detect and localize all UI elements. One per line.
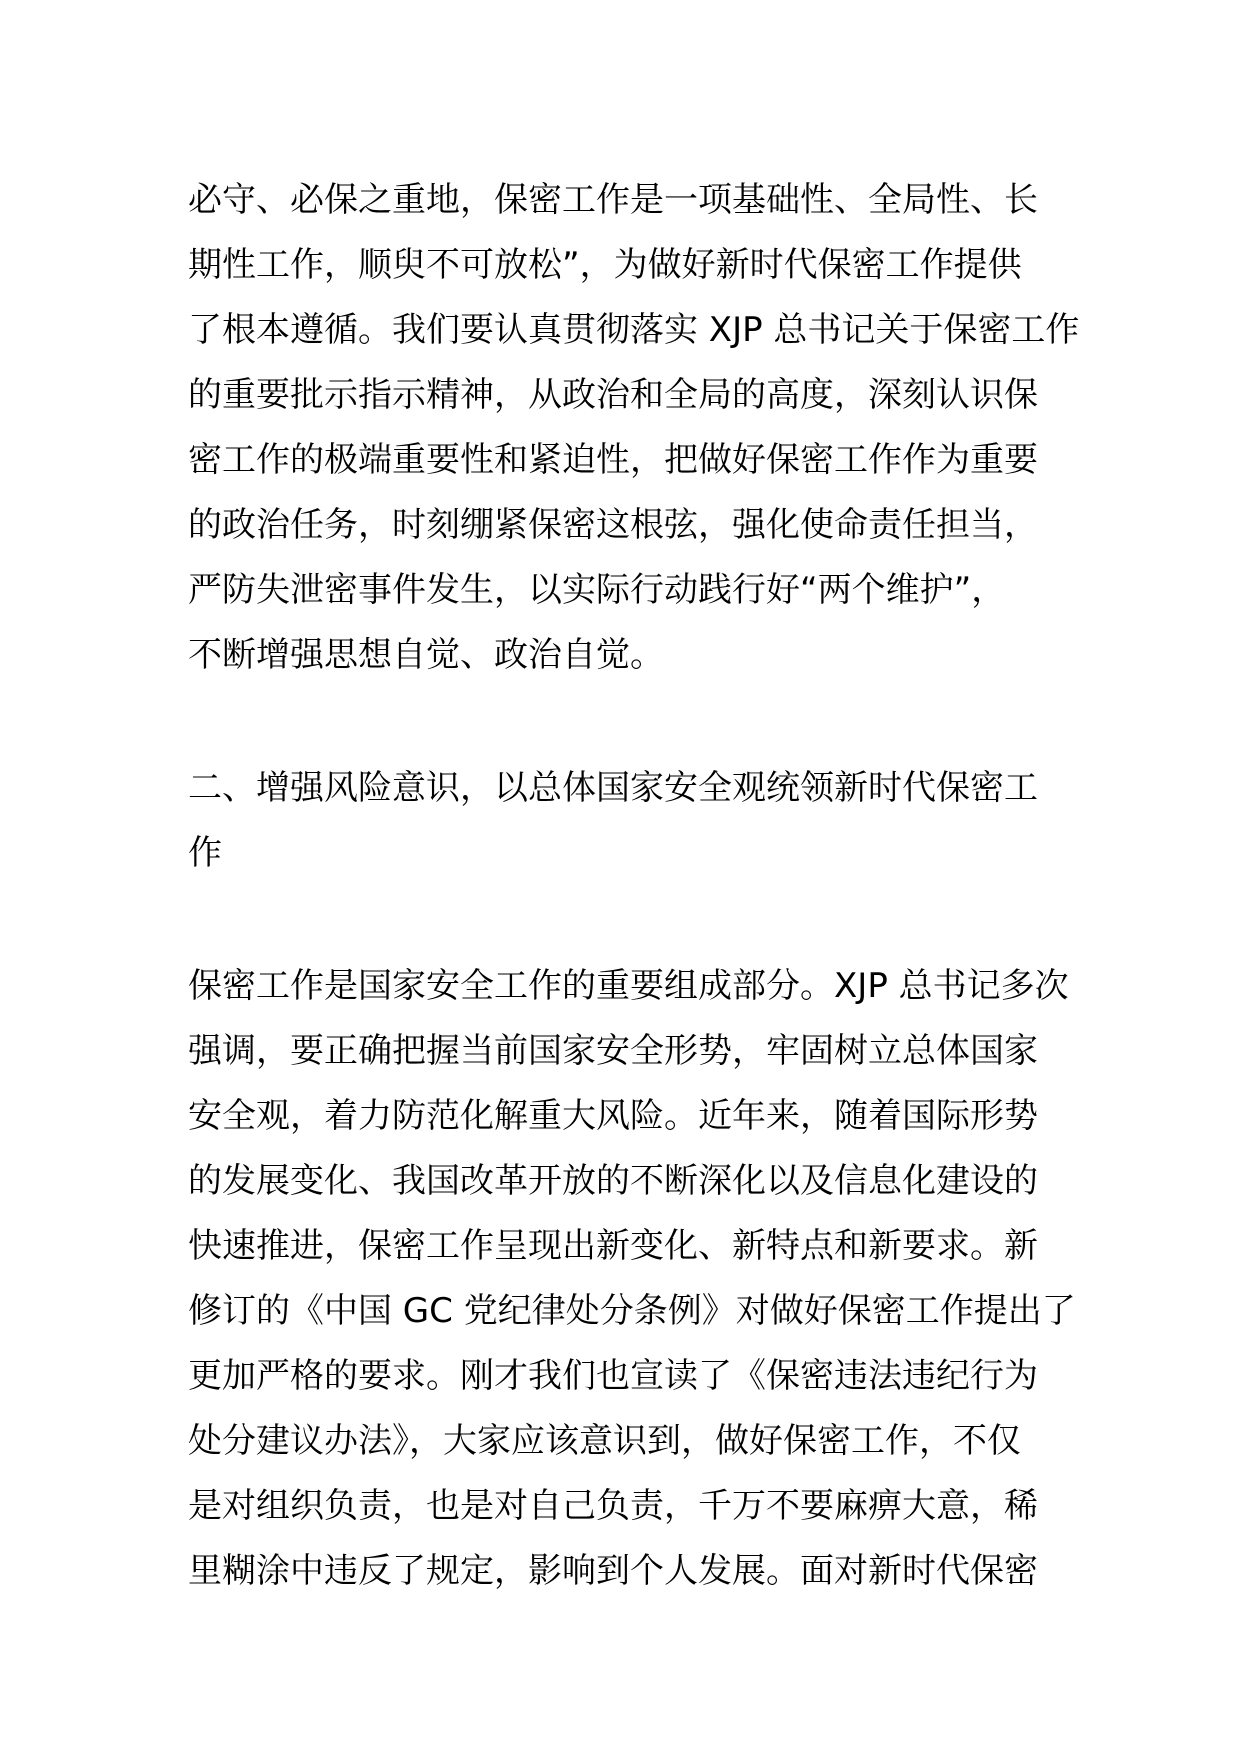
- paragraph-spacer: [188, 688, 1052, 756]
- section-heading: [188, 756, 1052, 886]
- text-line: 的政治任务，时刻绷紧保密这根弦，强化使命责任担当，: [188, 505, 1038, 545]
- text-line: 期性工作，顺臾不可放松”，为做好新时代保密工作提供: [188, 245, 1022, 285]
- paragraph-spacer: [188, 886, 1052, 954]
- text-line: 安全观，着力防范化解重大风险。近年来，随着国际形势: [188, 1096, 1038, 1136]
- text-line: 处分建议办法》，大家应该意识到，做好保密工作，不仅: [188, 1421, 1021, 1461]
- paragraph-continuation: [188, 168, 1080, 688]
- heading-line: 作: [188, 833, 222, 873]
- text-line: 不断增强思想自觉、政治自觉。: [188, 635, 664, 675]
- text-line: 保密工作是国家安全工作的重要组成部分。XJP 总书记多次: [188, 966, 1069, 1006]
- document-body: [188, 168, 1080, 1604]
- text-line: 里糊涂中违反了规定，影响到个人发展。面对新时代保密: [188, 1551, 1038, 1591]
- heading-line: 二、增强风险意识，以总体国家安全观统领新时代保密工: [188, 768, 1038, 808]
- text-line: 的发展变化、我国改革开放的不断深化以及信息化建设的: [188, 1161, 1038, 1201]
- text-line: 严防失泄密事件发生，以实际行动践行好“两个维护”，: [188, 570, 1006, 610]
- text-line: 必守、必保之重地，保密工作是一项基础性、全局性、长: [188, 180, 1038, 220]
- text-line: 密工作的极端重要性和紧迫性，把做好保密工作作为重要: [188, 440, 1038, 480]
- text-line: 强调，要正确把握当前国家安全形势，牢固树立总体国家: [188, 1031, 1038, 1071]
- text-line: 是对组织负责，也是对自己负责，千万不要麻痹大意，稀: [188, 1486, 1038, 1526]
- text-line: 修订的《中国 GC 党纪律处分条例》对做好保密工作提出了: [188, 1291, 1076, 1331]
- paragraph-body: [188, 954, 1076, 1604]
- text-line: 快速推进，保密工作呈现出新变化、新特点和新要求。新: [188, 1226, 1038, 1266]
- text-line: 更加严格的要求。刚才我们也宣读了《保密违法违纪行为: [188, 1356, 1038, 1396]
- text-line: 了根本遵循。我们要认真贯彻落实 XJP 总书记关于保密工作: [188, 310, 1080, 350]
- text-line: 的重要批示指示精神，从政治和全局的高度，深刻认识保: [188, 375, 1038, 415]
